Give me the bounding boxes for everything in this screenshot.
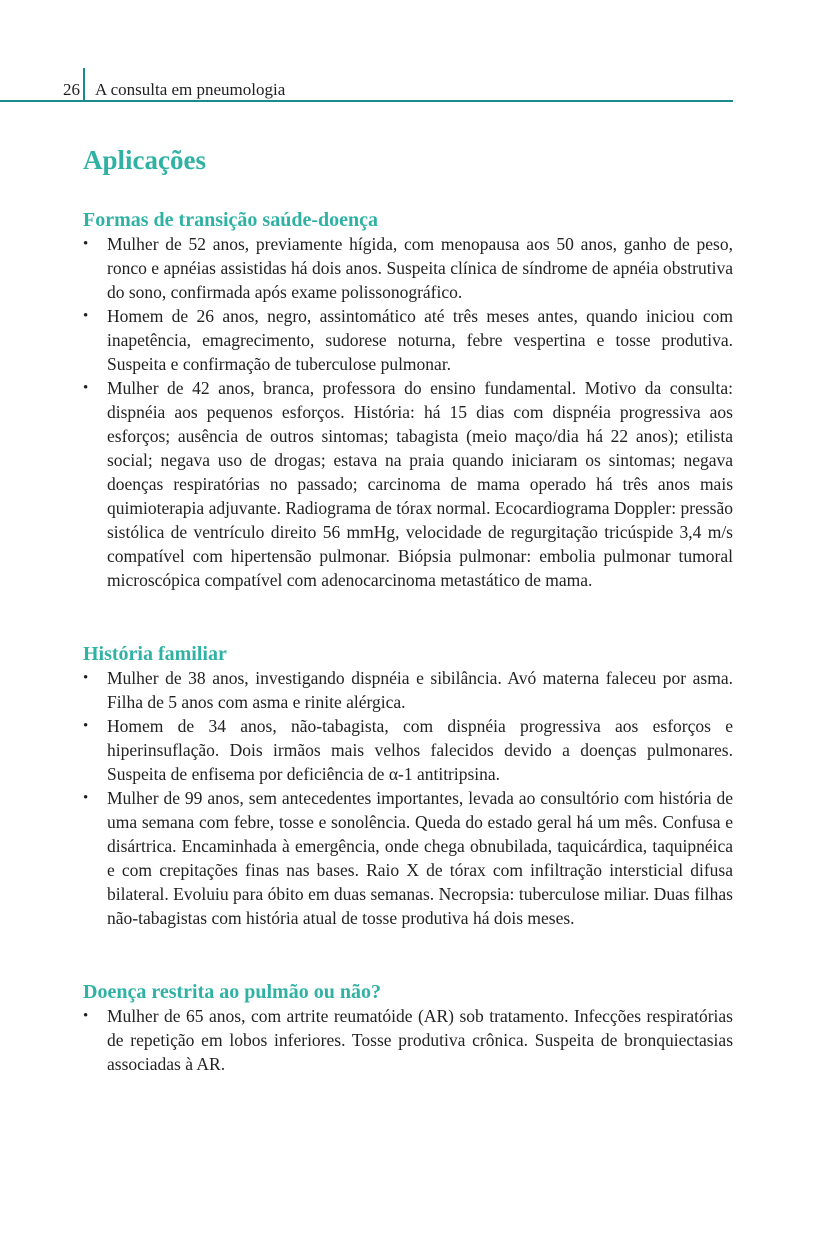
section-transition-health-disease	[83, 208, 733, 592]
bullet-icon: •	[83, 236, 89, 252]
section-heading: História familiar	[83, 643, 227, 665]
bullet-icon: •	[83, 380, 89, 396]
case-text: Mulher de 38 anos, investigando dispnéia e sibilância. Avó materna faleceu por asma. Filha de 5 anos com asma e rinite alérgica.	[107, 668, 733, 712]
case-text: Mulher de 99 anos, sem antecedentes importantes, levada ao consultório com história de uma semana com febre, tosse e sonolência. Queda do estado geral há um mês. Confusa e disártrica. Encaminhada à emergência, onde chega obnubilada, taquicárdica, taquipnéica e com crepitações finas nas bases. Raio X de tórax com infiltração intersticial difusa bilateral. Evoluiu para óbito em duas semanas. Necropsia: tuberculose miliar. Duas filhas não-tabagistas com história atual de tosse produtiva há dois meses.	[107, 788, 733, 928]
section-family-history	[83, 642, 733, 930]
list-item	[83, 232, 733, 304]
header-vertical-rule	[83, 68, 85, 102]
bullet-icon: •	[83, 670, 89, 686]
bullet-icon: •	[83, 790, 89, 806]
list-item	[83, 376, 733, 592]
section-heading: Formas de transição saúde-doença	[83, 209, 378, 231]
case-list	[83, 666, 733, 930]
section-heading: Doença restrita ao pulmão ou não?	[83, 981, 381, 1003]
page-number: 26	[63, 80, 80, 99]
case-text: Homem de 34 anos, não-tabagista, com dispnéia progressiva aos esforços e hiperinsuflação. Dois irmãos mais velhos falecidos devido a doenças pulmonares. Suspeita de enfisema por deficiência de α-1 antitripsina.	[107, 716, 733, 784]
case-text: Homem de 26 anos, negro, assintomático até três meses antes, quando iniciou com inapetência, emagrecimento, sudorese noturna, febre vespertina e tosse produtiva. Suspeita e confirmação de tuberculose pulmonar.	[107, 306, 733, 374]
page-header	[0, 68, 733, 102]
page-content	[83, 140, 733, 1076]
list-item	[83, 304, 733, 376]
case-list	[83, 232, 733, 592]
list-item	[83, 1004, 733, 1076]
case-text: Mulher de 65 anos, com artrite reumatóide (AR) sob tratamento. Infecções respiratórias de repetição em lobos inferiores. Tosse produtiva crônica. Suspeita de bronquiectasias associadas à AR.	[107, 1006, 733, 1074]
bullet-icon: •	[83, 1008, 89, 1024]
page-title: Aplicações	[83, 145, 206, 175]
bullet-icon: •	[83, 718, 89, 734]
list-item	[83, 714, 733, 786]
header-horizontal-rule	[0, 100, 733, 102]
list-item	[83, 786, 733, 930]
case-text: Mulher de 42 anos, branca, professora do ensino fundamental. Motivo da consulta: dispnéia aos pequenos esforços. História: há 15 dias com dispnéia progressiva aos esforços; ausência de outros sintomas; tabagista (meio maço/dia há 22 anos); etilista social; negava uso de drogas; estava na praia quando iniciaram os sintomas; negava doenças respiratórias no passado; carcinoma de mama operado há três anos mais quimioterapia adjuvante. Radiograma de tórax normal. Ecocardiograma Doppler: pressão sistólica de ventrículo direito 56 mmHg, velocidade de regurgitação tricúspide 3,4 m/s compatível com hipertensão pulmonar. Biópsia pulmonar: embolia pulmonar tumoral microscópica compatível com adenocarcinoma metastático de mama.	[107, 378, 733, 590]
section-lung-restricted-disease	[83, 980, 733, 1076]
bullet-icon: •	[83, 308, 89, 324]
running-title: A consulta em pneumologia	[95, 80, 286, 99]
case-list	[83, 1004, 733, 1076]
case-text: Mulher de 52 anos, previamente hígida, com menopausa aos 50 anos, ganho de peso, ronco e apnéias assistidas há dois anos. Suspeita clínica de síndrome de apnéia obstrutiva do sono, confirmada após exame polissonográfico.	[107, 234, 733, 302]
list-item	[83, 666, 733, 714]
